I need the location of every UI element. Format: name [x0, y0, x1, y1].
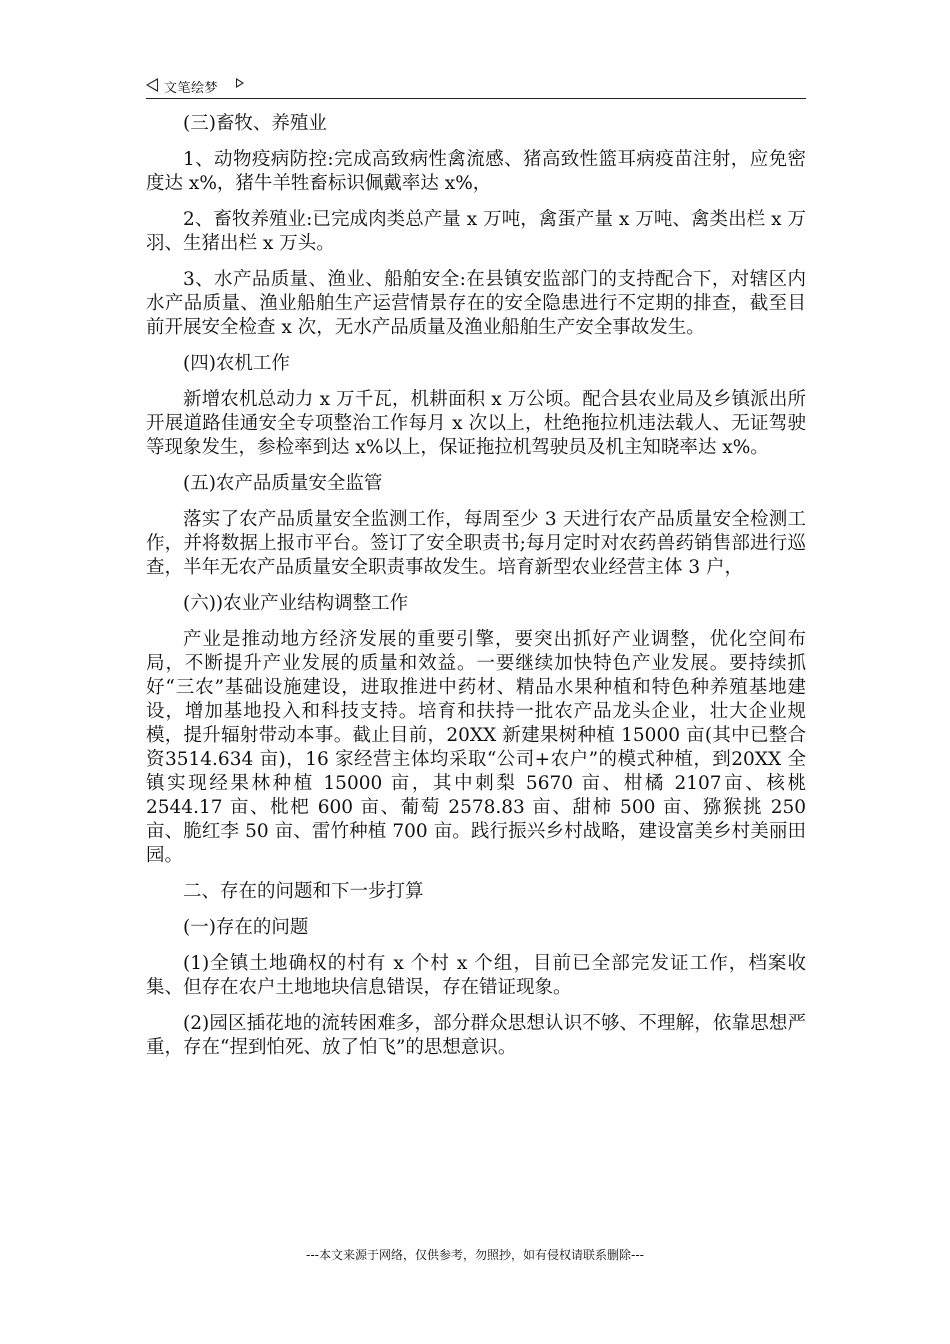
paragraph-aquatic-safety: 3、水产品质量、渔业、船舶安全:在县镇安监部门的支持配合下，对辖区内水产品质量、渔业船舶生产运营情景存在的安全隐患进行不定期的排查，截至目前开展安全检查 x 次，无水产品质量及渔业船舶生产安全事故发生。 [146, 269, 806, 338]
page-footer-note: ---本文来源于网络，仅供参考，勿照抄，如有侵权请联系删除--- [306, 1248, 644, 1262]
paragraph-machinery: 新增农机总动力 x 万千瓦，机耕面积 x 万公顷。配合县农业局及乡镇派出所开展道路佳通安全专项整治工作每月 x 次以上，杜绝拖拉机违法载人、无证驾驶等现象发生，参检率到达 x%以上，保证拖拉机驾驶员及机主知晓率达 x%。 [146, 389, 806, 458]
section-heading-quality: (五)农产品质量安全监管 [183, 473, 383, 494]
paragraph-quality: 落实了农产品质量安全监测工作，每周至少 3 天进行农产品质量安全检测工作，并将数据上报市平台。签订了安全职责书;每月定时对农药兽药销售部进行巡查，半年无农产品质量安全职责事故发生。培育新型农业经营主体 3 户， [146, 509, 806, 578]
section-heading-problems-plans: 二、存在的问题和下一步打算 [183, 881, 424, 902]
paragraph-livestock-breeding: 2、畜牧养殖业:已完成肉类总产量 x 万吨，禽蛋产量 x 万吨、禽类出栏 x 万羽、生猪出栏 x 万头。 [146, 209, 806, 254]
paragraph-problem-2: (2)园区插花地的流转困难多，部分群众思想认识不够、不理解，依靠思想严重，存在“捏到怕死、放了怕飞”的思想意识。 [146, 1013, 806, 1058]
paragraph-structure: 产业是推动地方经济发展的重要引擎，要突出抓好产业调整，优化空间布局，不断提升产业发展的质量和效益。一要继续加快特色产业发展。要持续抓好“三农”基础设施建设，进取推进中药材、精品水果种植和特色种养殖基地建设，增加基地投入和科技支持。培育和扶持一批农产品龙头企业，壮大企业规模，提升辐射带动本事。截止目前，20XX 新建果树种植 15000 亩(其中已整合资3514.634 亩)，16 家经营主体均采取“公司+农户”的模式种植，到20XX 全镇实现经果林种植 15000 亩，其中刺梨 5670 亩、柑橘 2107亩、核桃 2544.17 亩、枇杷 600 亩、葡萄 2578.83 亩、甜柿 500 亩、猕猴挑 250 亩、脆红李 50 亩、雷竹种植 700 亩。践行振兴乡村战略，建设富美乡村美丽田园。 [146, 629, 806, 866]
header-brand: 文笔绘梦 [164, 81, 219, 96]
page-header [146, 74, 806, 99]
triangle-right-icon [236, 78, 244, 88]
triangle-left-icon [146, 78, 158, 92]
section-heading-livestock: (三)畜牧、养殖业 [183, 113, 327, 134]
section-heading-problems: (一)存在的问题 [183, 917, 309, 938]
section-heading-structure: (六))农业产业结构调整工作 [183, 593, 409, 614]
section-heading-machinery: (四)农机工作 [183, 353, 290, 374]
document-body [146, 112, 806, 1072]
paragraph-problem-1: (1)全镇土地确权的村有 x 个村 x 个组，目前已全部完发证工作，档案收集、但存在农户土地地块信息错误，存在错证现象。 [146, 953, 806, 998]
paragraph-disease-control: 1、动物疫病防控:完成高致病性禽流感、猪高致性篮耳病疫苗注射，应免密度达 x%，猪牛羊牲畜标识佩戴率达 x%， [146, 149, 806, 194]
